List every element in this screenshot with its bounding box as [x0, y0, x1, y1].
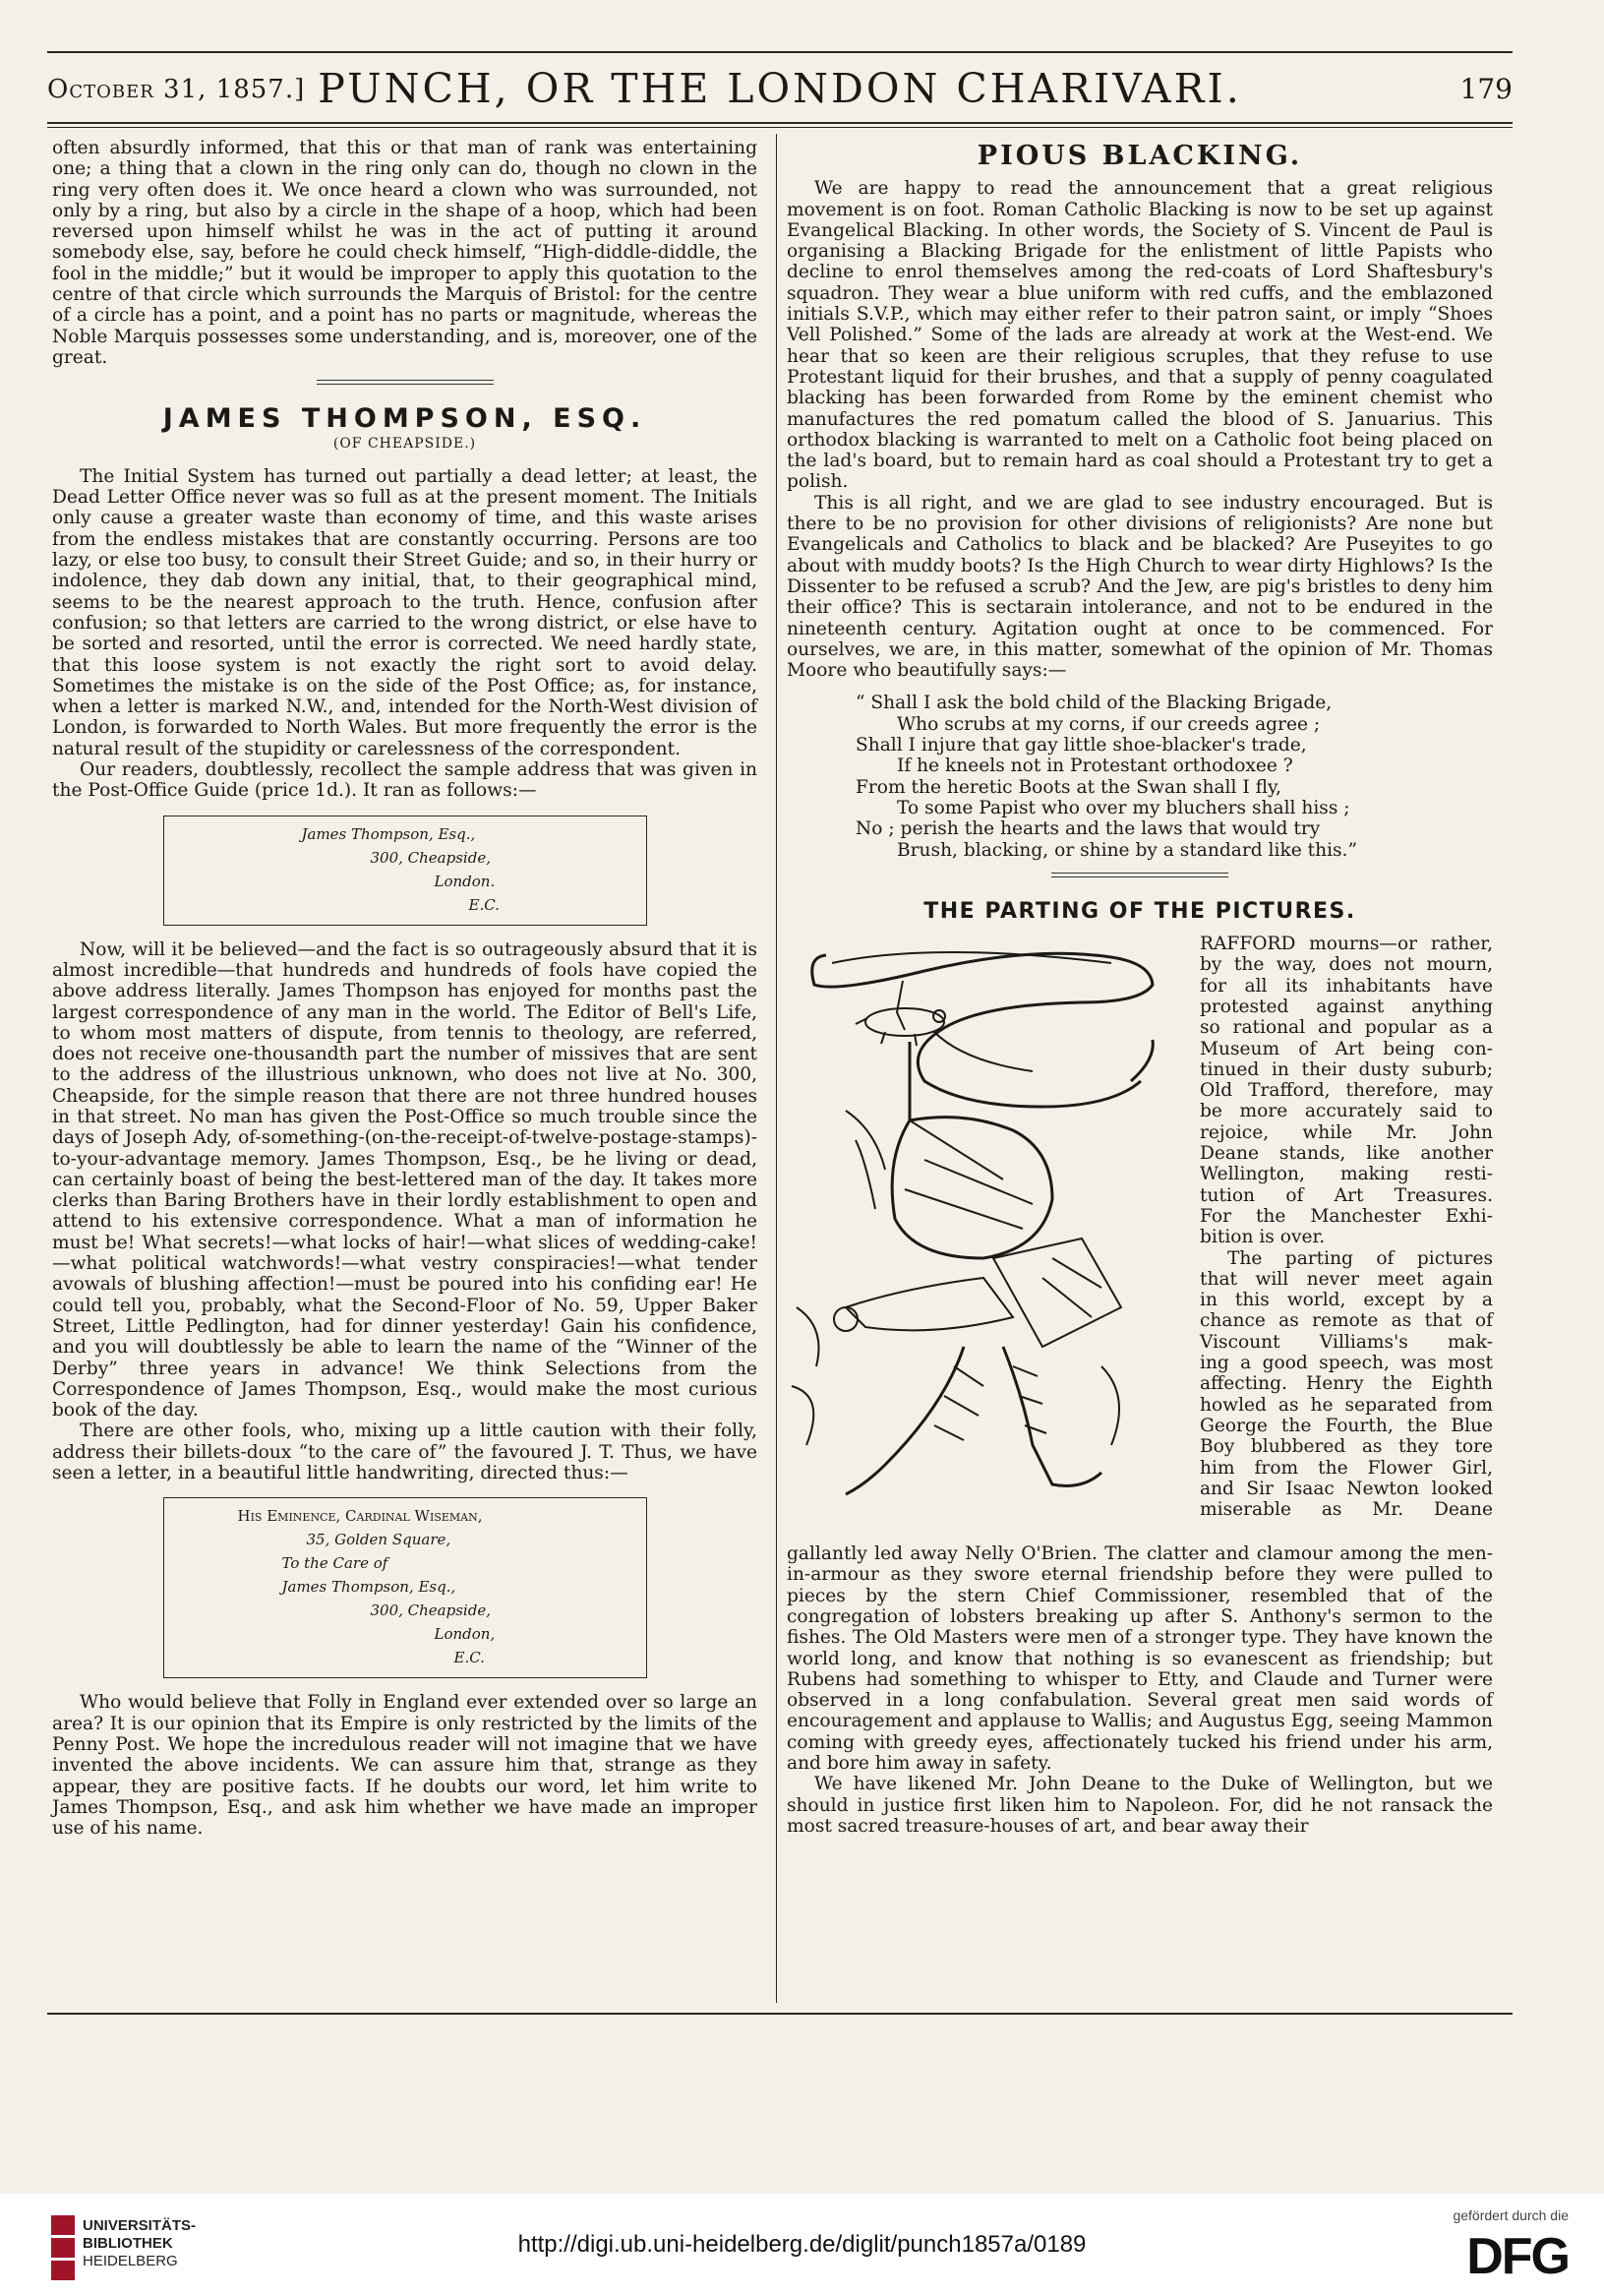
paragraph: Our readers, doubtlessly, recollect the sample address that was given in the Post-Office Guide (price 1d.). It ran as follows:—	[52, 759, 757, 802]
funding-note: gefördert durch die	[1453, 2207, 1569, 2223]
text-line: The parting of pictures	[1227, 1247, 1493, 1269]
text-line: affecting. Henry the Eighth	[1200, 1373, 1493, 1395]
paragraph: Now, will it be believed—and the fact is so outrageously absurd that it is almost incredible—that hundreds and hundreds of fools have copied the above address literally. James Thompson has enjoyed for months past the largest correspondence of any man in the world. The Editor of Bell's Life, to whom most matters of dispute, from tennis to theology, are referred, does not receive one-thousandth part the number of missives that are sent to the address of the illustrious unknown, who does not live at No. 300, Cheapside, for the simple reason that there are not three hundred houses in that street. No man has given the Post-Office so much trouble since the days of Joseph Ady, of-something-(on-the-receipt-of-twelve-postage-stamps)-to-your-advantage memory. James Thompson, Esq., be he living or dead, can certainly boast of being the best-lettered man of the day. It takes more clerks than Baring Brothers have in their lordly establishment to open and attend to his extensive correspondence. What a man of information he must be! What secrets!—what locks of hair!—what slices of wedding-cake!—what political watchwords!—what vestry conspiracies!—what tender avowals of blushing affection!—must be poured into his confiding ear! He could tell you, probably, what the Second-Floor of No. 59, Upper Baker Street, Little Pedlington, had for dinner yesterday! Gain his confidence, and you will doubtlessly be able to learn the name of the “Winner of the Derby” three years in advance! We think Selections from the Correspondence of James Thompson, Esq., would make the most curious book of the day.	[52, 938, 757, 1421]
paragraph: We are happy to read the announcement that a great religious movement is on foot. Roman Catholic Blacking is now to be set up against Evangelical Blacking. In other words, the Society of S. Vincent de Paul is organising a Blacking Brigade for the enlistment of little Papists who decline to enrol themselves among the red-coats of Lord Shaftesbury's squadron. They wear a blue uniform with red cuffs, and the emblazoned initials S.V.P., which may either refer to their patron saint, or imply “Shoes Vell Polished.” Some of the lads are already at work at the West-end. We hear that so keen are their religious scruples, that they refuse to use Protestant liquid for their brushes, and that a supply of penny coagulated blacking has been forwarded from Rome by the eminent chemist who manufactures the red pomatum called the blood of S. Januarius. This orthodox blacking is warranted to melt on a Catholic foot being placed on the lad's board, but to remain hard as coal should a Protestant try to get a polish.	[787, 178, 1493, 493]
verse-line: No ; perish the hearts and the laws that would try	[856, 818, 1321, 840]
text-line: tution of Art Treasures.	[1200, 1184, 1493, 1206]
top-rule	[47, 51, 1513, 53]
address-line: To the Care of	[281, 1554, 388, 1573]
knight-drawing	[787, 934, 1190, 1534]
address-line: 300, Cheapside,	[370, 1601, 491, 1620]
article-title: PIOUS BLACKING.	[977, 141, 1303, 171]
paragraph: Who would believe that Folly in England ever extended over so large an area? It is our opinion that its Empire is only restricted by the limits of the Penny Post. We hope the incredulous reader will not imagine that we have invented the above incidents. We can assure him that, strange as they appear, they are positive facts. If he doubts our word, let him write to James Thompson, Esq., and ask him whether we have made an improper use of his name.	[52, 1692, 757, 1840]
verse-line: “ Shall I ask the bold child of the Blacking Brigade,	[856, 693, 1333, 714]
address-line: E.C.	[468, 895, 500, 914]
text-line: Wellington, making resti-	[1200, 1164, 1493, 1185]
address-line: E.C.	[453, 1649, 485, 1667]
address-line: 35, Golden Square,	[306, 1531, 451, 1549]
text-line: RAFFORD mourns—or rather,	[1200, 934, 1493, 955]
paragraph: There are other fools, who, mixing up a little caution with their folly, address their billets-doux “to the care of” the favoured J. T. Thus, we have seen a letter, in a beautiful little handwriting, directed thus:—	[52, 1420, 757, 1484]
paragraph: This is all right, and we are glad to see industry encouraged. But is there to be no provision for other divisions of religionists? Are none but Evangelicals and Catholics to black and be blacked? Are Puseyites to go about with muddy boots? Is the High Church to wear dirty Highlows? Is the Dissenter to be refused a scrub? And the Jew, are pig's bristles to deny him their office? This is sectarain intolerance, and not to be endured in the nineteenth century. Agitation ought at once to be commenced. For ourselves, we are, in this matter, somewhat of the opinion of Mr. Thomas Moore who beautifully says:—	[787, 492, 1493, 682]
text-line: chance as remote as that of	[1200, 1310, 1493, 1332]
article-subtitle: (OF CHEAPSIDE.)	[332, 435, 477, 452]
article-title: JAMES THOMPSON, ESQ.	[162, 403, 647, 435]
wrapped-text	[1200, 934, 1493, 1520]
paragraph: gallantly led away Nelly O'Brien. The clatter and clamour among the men-in-armour as they swore eternal friendship before they were pulled to pieces by the stern Chief Commissioner, resembled that of the congregation of lobsters breaking up after S. Anthony's sermon to the fishes. The Old Masters were men of a stronger type. They have known the world long, and know that nothing is so evanescent as friendship; but Rubens had something to whisper to Etty, and Claude and Turner were observed in a long confabulation. Several great men said words of encouragement and applause to Wallis; and Augustus Egg, seeing Mammon coming with greedy eyes, affectionately tucked his friend under his arm, and bore him away in safety.	[787, 1543, 1493, 1775]
header-rule	[47, 122, 1513, 124]
text-line: and Sir Isaac Newton looked	[1200, 1478, 1493, 1499]
text-line: For the Manchester Exhi-	[1200, 1205, 1493, 1227]
paragraph: We have likened Mr. John Deane to the Duke of Wellington, but we should in justice first liken him to Napoleon. For, did he not ransack the most sacred treasure-houses of art, and bear away their	[787, 1774, 1493, 1837]
text-line: Museum of Art being con-	[1200, 1038, 1493, 1059]
verse-line: Shall I injure that gay little shoe-blacker's trade,	[856, 735, 1307, 756]
text-line: that will never meet again	[1200, 1268, 1493, 1290]
bottom-rule	[47, 2013, 1513, 2015]
text-line: George the Fourth, the Blue	[1200, 1415, 1493, 1436]
text-line: bition is over.	[1200, 1227, 1326, 1248]
text-line: tinued in their dusty suburb;	[1200, 1058, 1493, 1080]
running-header	[47, 61, 1513, 120]
address-line: James Thompson, Esq.,	[281, 1578, 456, 1597]
verse-line: If he kneels not in Protestant orthodoxee ?	[897, 755, 1293, 777]
continued-paragraph: often absurdly informed, that this or that man of rank was entertaining one; a thing that a clown in the ring only can do, though no clown in the ring very often does it. We once heard a clown who was surrounded, not only by a ring, but also by a circle in the shape of a hoop, which had been reversed upon himself whilst he was in the act of putting it around somebody else, say, before he could check himself, “High-diddle-diddle, the fool in the middle;” but it would be improper to apply this quotation to the centre of that circle which surrounds the Marquis of Bristol: for the centre of a circle has a point, and a point has no parts or magnitude, whereas the Noble Marquis possesses some understanding, and is, moreover, one of the great.	[52, 138, 757, 368]
right-column	[787, 141, 1493, 1837]
text-line: miserable as Mr. Deane	[1200, 1499, 1493, 1521]
text-line: by the way, does not mourn,	[1200, 954, 1493, 976]
paragraph: The Initial System has turned out partially a dead letter; at least, the Dead Letter Office never was so full as at the present moment. The Initials only cause a greater waste than economy of time, and this waste arises from the endless mistakes that are constantly occurring. Persons are too lazy, or else too busy, to consult their Street Guide; and so, in their hurry or indolence, they dab down any initial, that, to their geographical mind, seems to be the nearest approach to the truth. Hence, confusion after confusion; so that letters are carried to the wrong district, or else have to be sorted and resorted, until the error is corrected. We need hardly state, that this loose system is not exactly the right sort to avoid delay. Sometimes the mistake is on the side of the Post Office; as, for instance, when a letter is marked N.W., and, intended for the North-West division of London, is forwarded to North Wales. But more frequently the error is the natural result of the stupidity or carelessness of the correspondent.	[52, 465, 757, 759]
wrapped-lines	[1200, 934, 1493, 1520]
text-line: Deane stands, like another	[1200, 1143, 1493, 1165]
issue-date: October 31, 1857.]	[47, 75, 306, 104]
address-line: James Thompson, Esq.,	[301, 824, 476, 843]
column-divider	[776, 134, 777, 2003]
text-line: rejoice, while Mr. John	[1200, 1121, 1493, 1143]
address-line: London,	[434, 1625, 496, 1644]
verse-line: Brush, blacking, or shine by a standard like this.”	[897, 839, 1357, 861]
text-line: ing a good speech, was most	[1200, 1353, 1493, 1374]
text-line: in this world, except by a	[1200, 1290, 1493, 1311]
verse-line: To some Papist who over my bluchers shall hiss ;	[897, 797, 1350, 818]
text-line: Boy blubbered as they tore	[1200, 1436, 1493, 1458]
digitization-footer	[0, 2194, 1604, 2296]
section-divider	[317, 380, 494, 385]
header-rule-thin	[47, 127, 1513, 128]
section-divider	[1051, 873, 1228, 877]
address-line: His Eminence, Cardinal Wiseman,	[237, 1507, 483, 1526]
dfg-logo: DFG	[1466, 2228, 1569, 2285]
text-line: Viscount Villiams's mak-	[1200, 1331, 1493, 1353]
permalink[interactable]: http://digi.ub.uni-heidelberg.de/diglit/punch1857a/0189	[517, 2231, 1087, 2258]
verse-line: Who scrubs at my corns, if our creeds agree ;	[897, 713, 1321, 735]
envelope-address	[163, 816, 647, 926]
library-line: HEIDELBERG	[83, 2253, 178, 2269]
library-line: UNIVERSITÄTS-	[83, 2217, 197, 2234]
article-title: THE PARTING OF THE PICTURES.	[923, 898, 1356, 924]
envelope-address	[163, 1497, 647, 1678]
text-line: him from the Flower Girl,	[1200, 1457, 1493, 1479]
illustration-armoured-knight	[787, 934, 1190, 1534]
address-line: 300, Cheapside,	[370, 848, 491, 867]
library-line: BIBLIOTHEK	[83, 2235, 173, 2252]
page-number: 179	[1459, 73, 1513, 105]
illustrated-section	[787, 934, 1493, 1543]
text-line: howled as he separated from	[1200, 1394, 1493, 1416]
verse-line: From the heretic Boots at the Swan shall I fly,	[856, 776, 1281, 798]
text-line: protested against anything	[1200, 996, 1493, 1017]
verse-quotation	[856, 693, 1493, 860]
masthead-title: PUNCH, OR THE LONDON CHARIVARI.	[318, 65, 1242, 112]
address-line: London.	[434, 872, 496, 890]
text-line: for all its inhabitants have	[1200, 975, 1493, 997]
text-line: be more accurately said to	[1200, 1101, 1493, 1122]
text-line: so rational and popular as a	[1200, 1017, 1493, 1039]
text-line: Old Trafford, therefore, may	[1200, 1080, 1493, 1102]
left-column	[52, 138, 757, 1839]
